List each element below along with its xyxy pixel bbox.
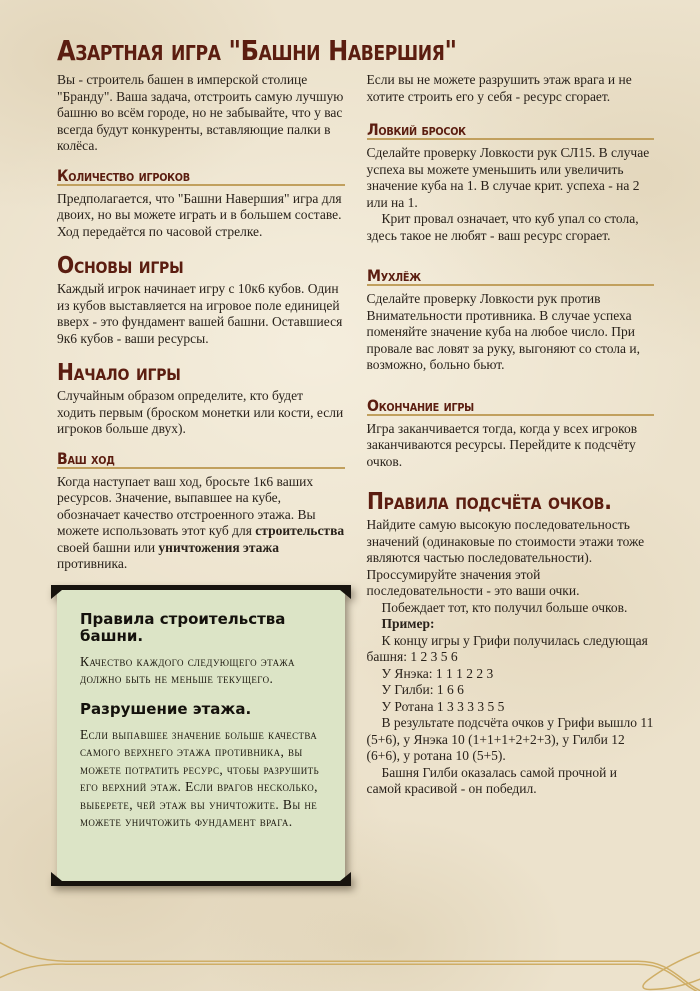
note-box	[57, 585, 345, 886]
section-scoring	[367, 490, 655, 798]
section-cheat	[367, 268, 655, 374]
section-sleight-heading: Ловкий бросок	[366, 120, 466, 140]
scoring-example-tower-grifi: К концу игры у Грифи получилась следующая башня: 1 2 3 5 6	[366, 632, 648, 665]
scoring-example-label	[367, 616, 655, 633]
turn-bold-destroy: уничтожения этажа	[158, 539, 279, 555]
section-start-heading-row	[57, 361, 345, 385]
section-players-heading: Количество игроков	[57, 165, 190, 185]
section-scoring-heading-row	[367, 490, 655, 514]
scoring-winner-paragraph: Башня Гилби оказалась самой прочной и самой красивой - он победил.	[366, 764, 617, 797]
section-sleight-heading-row	[367, 122, 655, 140]
section-start	[57, 361, 345, 438]
footer-ornament	[0, 929, 700, 991]
section-scoring-heading: Правила подсчёта очков.	[366, 489, 612, 516]
section-cheat-paragraph: Сделайте проверку Ловкости рук против Внимательности противника. В случае успеха поменяйте значение куба на любое число. При провале вас ловят за руку, выгоняют со стола и, возможно, больно бьют.	[366, 291, 641, 373]
page-title-row	[57, 36, 654, 65]
section-basics-heading-row	[57, 254, 345, 278]
section-ending-heading-row	[366, 395, 655, 416]
section-cheat-heading: Мухлёж	[366, 266, 421, 286]
turn-continuation-paragraph: Если вы не можете разрушить этаж врага и не хотите строить его у себя - ресурс сгорает.	[366, 72, 632, 104]
scoring-paragraph-1: Найдите самую высокую последовательность значений (одинаковые по стоимости этажи тоже являются частью последовательности). Проссумируйте значения этой последовательности - это ваши очки.	[366, 517, 645, 599]
section-basics	[57, 254, 345, 347]
scoring-example-tower-gilbi: У Гилби: 1 6 6	[381, 682, 464, 698]
section-sleight-paragraph-1: Сделайте проверку Ловкости рук СЛ15. В случае успеха вы можете уменьшить или увеличить значение куба на 1. В случае крит. успеха - на 2 или на 1.	[366, 145, 650, 210]
section-cheat-heading-row	[367, 268, 655, 286]
section-players	[57, 165, 345, 241]
section-turn-heading-row	[57, 448, 345, 469]
section-ending	[366, 395, 655, 471]
note-box-heading-build: Правила строительства башни.	[80, 609, 286, 645]
section-start-paragraph: Случайным образом определите, кто будет ходить первым (броском монетки или кости, если игроков больше двух).	[57, 388, 344, 437]
turn-bold-build: строительства	[255, 523, 345, 539]
example-label-bold: Пример:	[381, 616, 435, 632]
note-box-bottom-bar	[51, 881, 351, 886]
section-ending-heading: Окончание игры	[366, 395, 474, 415]
two-column-layout	[57, 72, 654, 886]
turn-text-2: своей башни или	[57, 539, 159, 555]
intro-paragraph: Вы - строитель башен в имперской столице "Бранду". Ваша задача, отстроить самую лучшую башню во всём городе, но не забывайте, что у вас всегда будут конкуренты, вставляющие палки в колёса.	[57, 72, 344, 154]
scoring-example-tower-yanek: У Янэка: 1 1 1 2 2 3	[381, 665, 494, 681]
scoring-result-paragraph: В результате подсчёта очков у Грифи вышло 11 (5+6), у Янэка 10 (1+1+1+2+2+3), у Гилби 12 (6+6), у ротана 10 (5+5).	[366, 715, 654, 764]
right-column	[367, 72, 655, 886]
turn-text-3: противника.	[57, 556, 128, 572]
note-box-paragraph-destroy: Если выпавшее значение больше качества самого верхнего этажа противника, вы можете потратить ресурс, чтобы разрушить его верхний этаж. Если врагов несколько, выберете, чей этаж вы уничтожите. Вы не можете уничтожить фундамент врага.	[80, 726, 320, 830]
section-basics-heading: Основы игры	[57, 253, 184, 280]
section-players-heading-row	[57, 165, 345, 186]
scoring-example-tower-rotan: У Ротана 1 3 3 3 3 5 5	[381, 698, 505, 714]
scoring-paragraph-2: Побеждает тот, кто получил больше очков.	[381, 599, 628, 615]
section-players-paragraph: Предполагается, что "Башни Навершия" игра для двоих, но вы можете играть и в большем составе. Ход передаётся по часовой стрелке.	[57, 190, 342, 239]
left-column	[57, 72, 345, 886]
note-box-top-bar	[51, 585, 351, 590]
section-ending-paragraph: Игра заканчивается тогда, когда у всех игроков заканчиваются ресурсы. Перейдите к подсчёту очков.	[366, 420, 638, 469]
note-box-paragraph-build: Качество каждого следующего этажа должно быть не меньше текущего.	[80, 653, 295, 687]
turn-text-1: Когда наступает ваш ход, бросьте 1к6 ваших ресурсов. Значение, выпавшее на кубе, обозначает качество отстроенного этажа. Вы можете использовать этот куб для	[57, 473, 316, 539]
section-turn-heading: Ваш ход	[57, 448, 115, 468]
section-turn-paragraph	[57, 474, 345, 573]
section-start-heading: Начало игры	[57, 360, 181, 387]
note-box-body	[57, 590, 345, 881]
section-turn	[57, 448, 345, 573]
page-title: Азартная игра "Башни Навершия"	[57, 34, 457, 67]
note-box-heading-destroy: Разрушение этажа.	[80, 699, 252, 718]
section-sleight-paragraph-2: Крит провал означает, что куб упал со стола, здесь такое не любят - ваш ресурс сгорает.	[366, 211, 639, 243]
section-basics-paragraph: Каждый игрок начинает игру с 10к6 кубов. Один из кубов выставляется на игровое поле единицей вверх - это фундамент вашей башни. Оставшиеся 9к6 кубов - ваши ресурсы.	[57, 281, 343, 346]
section-sleight	[367, 122, 655, 244]
